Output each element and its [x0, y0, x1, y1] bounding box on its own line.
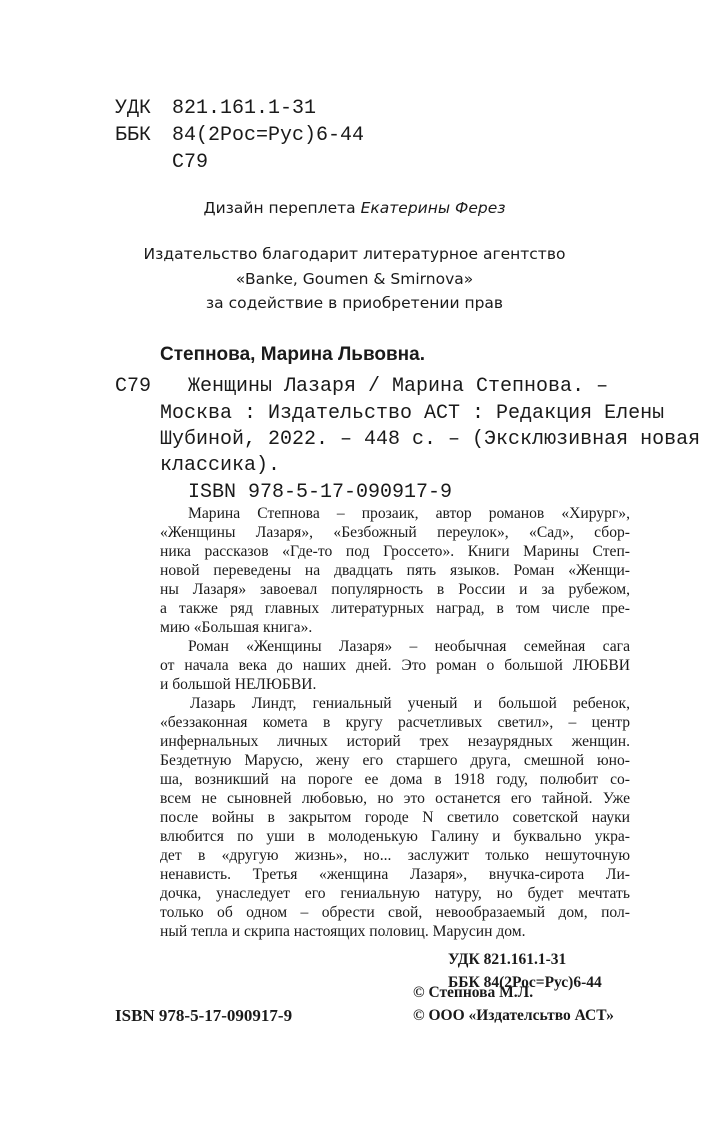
annotation-line: ны Лазаря» завоевал популярность в России и за рубежом, — [160, 581, 630, 598]
copyright-publisher: © ООО «Издателсьтво АСТ» — [413, 1007, 614, 1024]
annotation-line: всем не сыновней любовью, но это останется его тайной. Уже — [160, 790, 630, 807]
annotation-line: и большой НЕЛЮБВИ. — [160, 676, 317, 693]
author-sign-top: С79 — [172, 151, 209, 174]
record-line-3: Шубиной, 2022. – 448 с. – (Эксклюзивная новая — [160, 428, 701, 451]
annotation-line: новой переведены на двадцать пять языков. Роман «Женщи- — [160, 562, 630, 579]
annotation-line: инфернальных личных историй трех незаурядных женщин. — [160, 733, 630, 750]
udk-bottom: УДК 821.161.1-31 — [448, 951, 567, 968]
record-line-2: Москва : Издательство АСТ : Редакция Елены — [160, 402, 665, 425]
annotation-line: Марина Степнова – прозаик, автор романов «Хирург», — [188, 505, 630, 522]
annotation-line: «Женщины Лазаря», «Безбожный переулок», «Сад», сбор- — [160, 524, 630, 541]
annotation-line: ненависть. Третья «женщина Лазаря», внучка-сирота Ли- — [160, 866, 630, 883]
annotation-line: влюбится по уши в молоденькую Галину и буквально укра- — [160, 828, 630, 845]
bbk-bottom: ББК 84(2Рос=Рус)6-44 — [448, 974, 602, 991]
acknowledgement-line-3: за содействие в приобретении прав — [205, 294, 504, 312]
annotation-line: Роман «Женщины Лазаря» – необычная семейная сага — [188, 638, 630, 655]
acknowledgement-line-1: Издательство благодарит литературное агентство — [143, 245, 566, 263]
bbk-label: ББК — [115, 124, 152, 147]
annotation-line: дет в «другую жизнь», но... заслужит только нешуточную — [160, 847, 630, 864]
annotation-line: ный тепла и скрипа настоящих половиц. Марусин дом. — [160, 923, 526, 940]
annotation-line: «беззаконная комета в кругу расчетливых светил», – центр — [160, 714, 630, 731]
annotation-line: ника рассказов «Где-то под Гроссето». Книги Марины Степ- — [160, 543, 630, 560]
annotation-line: после войны в закрытом городе N светило советской науки — [160, 809, 630, 826]
design-credit-prefix: Дизайн переплета — [203, 199, 356, 217]
annotation-line: а также ряд главных литературных наград, в том числе пре- — [160, 600, 630, 617]
author-heading: Степнова, Марина Львовна. — [160, 344, 425, 365]
bbk-value: 84(2Рос=Рус)6-44 — [172, 124, 365, 147]
annotation-line: ша, возникший на пороге ее дома в 1918 году, полюбит со- — [160, 771, 630, 788]
record-line-4: классика). — [160, 454, 281, 477]
annotation-line: Бездетную Марусю, жену его старшего друга, смешной юно- — [160, 752, 630, 769]
udk-value: 821.161.1-31 — [172, 97, 317, 120]
design-credit-name: Екатерины Ферез — [360, 199, 506, 217]
acknowledgement-line-2: «Banke, Goumen & Smirnova» — [235, 270, 474, 288]
annotation-line: мию «Большая книга». — [160, 619, 313, 636]
copyright-isbn: ISBN 978-5-17-090917-9 — [115, 1006, 293, 1025]
design-credit — [0, 197, 709, 219]
udk-label: УДК — [115, 97, 152, 120]
author-sign-record: С79 — [115, 375, 152, 398]
annotation-line: дочка, унаследует его гениальную натуру, но будет мечтать — [160, 885, 630, 902]
annotation-line: Лазарь Линдт, гениальный ученый и большой ребенок, — [190, 695, 630, 712]
record-isbn: ISBN 978-5-17-090917-9 — [188, 481, 453, 504]
annotation-line: только об одном – обрести свой, невообразаемый дом, пол- — [160, 904, 630, 921]
copyright-author: © Степнова М.Л. — [413, 984, 534, 1001]
annotation-line: от начала века до наших дней. Это роман о большой ЛЮБВИ — [160, 657, 630, 674]
record-line-1: Женщины Лазаря / Марина Степнова. – — [188, 375, 609, 398]
